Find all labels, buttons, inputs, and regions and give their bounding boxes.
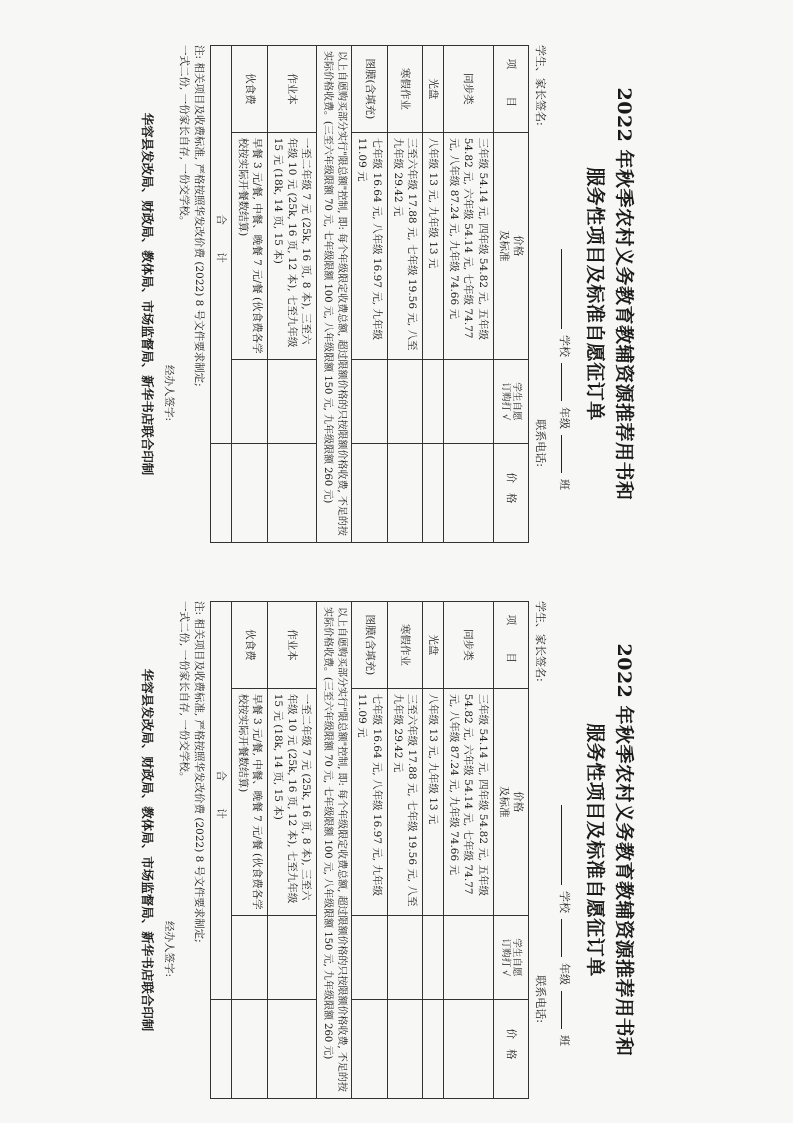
row-price-cell[interactable] bbox=[267, 1000, 317, 1099]
row-standard: 三年级 54.14 元, 四年级 54.82 元, 五年级 54.82 元, 六年级 54.14 元, 七年级 74.77 元, 八年级 87.24 元, 九年级 74.66 元 bbox=[444, 688, 494, 915]
total-price-cell[interactable] bbox=[211, 444, 232, 543]
total-price-cell[interactable] bbox=[211, 1000, 232, 1099]
row-item: 光盘 bbox=[422, 46, 443, 133]
row-item: 图膜(含填充) bbox=[352, 602, 387, 689]
footnote-line2: 一式二份, 一份家长自存, 一份交学校。 bbox=[178, 45, 191, 227]
limit-note: 以上自愿购买部分实行"限总额"控制, 即: 每个年级限定收费总额, 超过限额价格的只按限额价格收费, 不足的按实际价格收费。(三至六年级限额 70 元, 七年级限额 100 元, 八年级限额 150 元, 九年级限额 260 元) bbox=[317, 46, 352, 543]
table-header-row bbox=[493, 602, 528, 1099]
row-standard: 八年级 13 元, 九年级 13 元 bbox=[422, 688, 443, 915]
row-price-cell[interactable] bbox=[387, 1000, 422, 1099]
grade-label: 年级 bbox=[558, 407, 571, 429]
grade-label: 年级 bbox=[558, 963, 571, 985]
row-price-cell[interactable] bbox=[352, 444, 387, 543]
phone-label: 联系电话: bbox=[534, 975, 547, 1023]
signature-label: 学生、家长签名: bbox=[534, 601, 547, 682]
order-form-copy-1 bbox=[139, 39, 645, 549]
row-price-cell[interactable] bbox=[352, 1000, 387, 1099]
row-price-cell[interactable] bbox=[267, 444, 317, 543]
signature-row bbox=[533, 39, 549, 549]
row-check-cell[interactable] bbox=[232, 359, 267, 443]
form-title-line2: 服务性项目及标准自愿征订单 bbox=[584, 723, 606, 977]
table-row bbox=[232, 46, 267, 543]
footnote-line1: 注: 相关项目及收费标准, 严格按照华发改价费 (2022) 8 号文件要求制定; bbox=[193, 601, 206, 943]
handler-label: 经办人签字: bbox=[162, 365, 175, 422]
row-check-cell[interactable] bbox=[387, 915, 422, 999]
grade-blank[interactable] bbox=[561, 919, 562, 957]
header-item: 项 目 bbox=[493, 46, 528, 133]
footnote-line1: 注: 相关项目及收费标准, 严格按照华发改价费 (2022) 8 号文件要求制定; bbox=[193, 45, 206, 387]
row-standard: 七年级 16.64 元, 八年级 16.97 元, 九年级 11.09 元 bbox=[352, 132, 387, 359]
row-standard: 七年级 16.64 元, 八年级 16.97 元, 九年级 11.09 元 bbox=[352, 688, 387, 915]
row-check-cell[interactable] bbox=[387, 359, 422, 443]
header-item: 项 目 bbox=[493, 602, 528, 689]
header-standard: 价格 及标准 bbox=[493, 688, 528, 915]
class-label: 班 bbox=[558, 1035, 571, 1046]
header-volunteer: 学生自愿 订购打 √ bbox=[493, 359, 528, 443]
row-check-cell[interactable] bbox=[352, 359, 387, 443]
table-row bbox=[422, 46, 443, 543]
row-item: 光盘 bbox=[422, 602, 443, 689]
total-row bbox=[211, 602, 232, 1099]
signature-row bbox=[533, 595, 549, 1105]
row-item: 伙食费 bbox=[232, 46, 267, 133]
row-item: 寒假作业 bbox=[387, 46, 422, 133]
order-table bbox=[210, 45, 529, 543]
total-label: 合 计 bbox=[211, 46, 232, 444]
table-row bbox=[444, 602, 494, 1099]
header-standard: 价格 及标准 bbox=[493, 132, 528, 359]
row-check-cell[interactable] bbox=[232, 915, 267, 999]
table-row bbox=[267, 46, 317, 543]
table-row bbox=[387, 46, 422, 543]
row-check-cell[interactable] bbox=[444, 915, 494, 999]
footnote bbox=[161, 45, 207, 543]
signature-label: 学生、家长签名: bbox=[534, 45, 547, 126]
row-item: 作业本 bbox=[267, 46, 317, 133]
table-header-row bbox=[493, 46, 528, 543]
row-item: 伙食费 bbox=[232, 602, 267, 689]
row-check-cell[interactable] bbox=[267, 915, 317, 999]
form-title-line1: 2022 年秋季农村义务教育教辅资源推荐用书和 bbox=[613, 643, 635, 1057]
row-check-cell[interactable] bbox=[422, 915, 443, 999]
school-label: 学校 bbox=[558, 335, 571, 357]
row-standard: 一至二年级 7 元 (25k, 16 页, 8 本), 三至六年级 10 元 (25k, 16 页, 12 本), 七至九年级 15 元 (18k, 14 页, 15 本) bbox=[267, 132, 317, 359]
order-table bbox=[210, 601, 529, 1099]
table-row bbox=[232, 602, 267, 1099]
school-blank[interactable] bbox=[561, 249, 562, 329]
row-standard: 一至二年级 7 元 (25k, 16 页, 8 本), 三至六年级 10 元 (25k, 16 页, 12 本), 七至九年级 15 元 (18k, 14 页, 15 本) bbox=[267, 688, 317, 915]
row-standard: 早餐 3 元/餐, 中餐、晚餐 7 元/餐 (伙食费各学校按实际开餐数结算) bbox=[232, 132, 267, 359]
row-item: 作业本 bbox=[267, 602, 317, 689]
row-check-cell[interactable] bbox=[352, 915, 387, 999]
row-standard: 早餐 3 元/餐, 中餐、晚餐 7 元/餐 (伙食费各学校按实际开餐数结算) bbox=[232, 688, 267, 915]
table-row bbox=[352, 46, 387, 543]
limit-note-row bbox=[317, 602, 352, 1099]
form-title-line2: 服务性项目及标准自愿征订单 bbox=[584, 167, 606, 421]
row-standard: 三至六年级 17.88 元, 七年级 19.56 元, 八至九年级 29.42 元 bbox=[387, 688, 422, 915]
handler-label: 经办人签字: bbox=[162, 921, 175, 978]
row-item: 同步类 bbox=[444, 46, 494, 133]
row-price-cell[interactable] bbox=[422, 1000, 443, 1099]
row-standard: 八年级 13 元, 九年级 13 元 bbox=[422, 132, 443, 359]
row-price-cell[interactable] bbox=[232, 444, 267, 543]
row-standard: 三年级 54.14 元, 四年级 54.82 元, 五年级 54.82 元, 六年级 54.14 元, 七年级 74.77 元, 八年级 87.24 元, 九年级 74.66 元 bbox=[444, 132, 494, 359]
table-row bbox=[352, 602, 387, 1099]
footnote-line2: 一式二份, 一份家长自存, 一份交学校。 bbox=[178, 601, 191, 783]
row-check-cell[interactable] bbox=[444, 359, 494, 443]
row-price-cell[interactable] bbox=[444, 1000, 494, 1099]
class-blank[interactable] bbox=[561, 435, 562, 473]
school-grade-class-line bbox=[557, 595, 573, 1105]
table-row bbox=[422, 602, 443, 1099]
school-blank[interactable] bbox=[561, 805, 562, 885]
total-label: 合 计 bbox=[211, 602, 232, 1000]
table-row bbox=[444, 46, 494, 543]
issuer-line: 华容县发改局、财政局、教体局、市场监督局、新华书店联合印制 bbox=[139, 112, 155, 476]
grade-blank[interactable] bbox=[561, 363, 562, 401]
limit-note-row bbox=[317, 46, 352, 543]
school-label: 学校 bbox=[558, 891, 571, 913]
limit-note: 以上自愿购买部分实行"限总额"控制, 即: 每个年级限定收费总额, 超过限额价格的只按限额价格收费, 不足的按实际价格收费。(三至六年级限额 70 元, 七年级限额 100 元, 八年级限额 150 元, 九年级限额 260 元) bbox=[317, 602, 352, 1099]
class-blank[interactable] bbox=[561, 991, 562, 1029]
row-price-cell[interactable] bbox=[422, 444, 443, 543]
row-check-cell[interactable] bbox=[422, 359, 443, 443]
row-standard: 三至六年级 17.88 元, 七年级 19.56 元, 八至九年级 29.42 元 bbox=[387, 132, 422, 359]
table-row bbox=[387, 602, 422, 1099]
form-title-line1: 2022 年秋季农村义务教育教辅资源推荐用书和 bbox=[613, 87, 635, 501]
row-item: 同步类 bbox=[444, 602, 494, 689]
class-label: 班 bbox=[558, 479, 571, 490]
header-volunteer: 学生自愿 订购打 √ bbox=[493, 915, 528, 999]
phone-label: 联系电话: bbox=[534, 419, 547, 467]
footnote bbox=[161, 601, 207, 1099]
school-grade-class-line bbox=[557, 39, 573, 549]
order-form-copy-2 bbox=[139, 595, 645, 1105]
row-price-cell[interactable] bbox=[232, 1000, 267, 1099]
header-price: 价格 bbox=[493, 444, 528, 543]
row-price-cell[interactable] bbox=[444, 444, 494, 543]
table-row bbox=[267, 602, 317, 1099]
issuer-line: 华容县发改局、财政局、教体局、市场监督局、新华书店联合印制 bbox=[139, 668, 155, 1032]
row-price-cell[interactable] bbox=[387, 444, 422, 543]
row-item: 寒假作业 bbox=[387, 602, 422, 689]
header-price: 价格 bbox=[493, 1000, 528, 1099]
row-check-cell[interactable] bbox=[267, 359, 317, 443]
total-row bbox=[211, 46, 232, 543]
row-item: 图膜(含填充) bbox=[352, 46, 387, 133]
